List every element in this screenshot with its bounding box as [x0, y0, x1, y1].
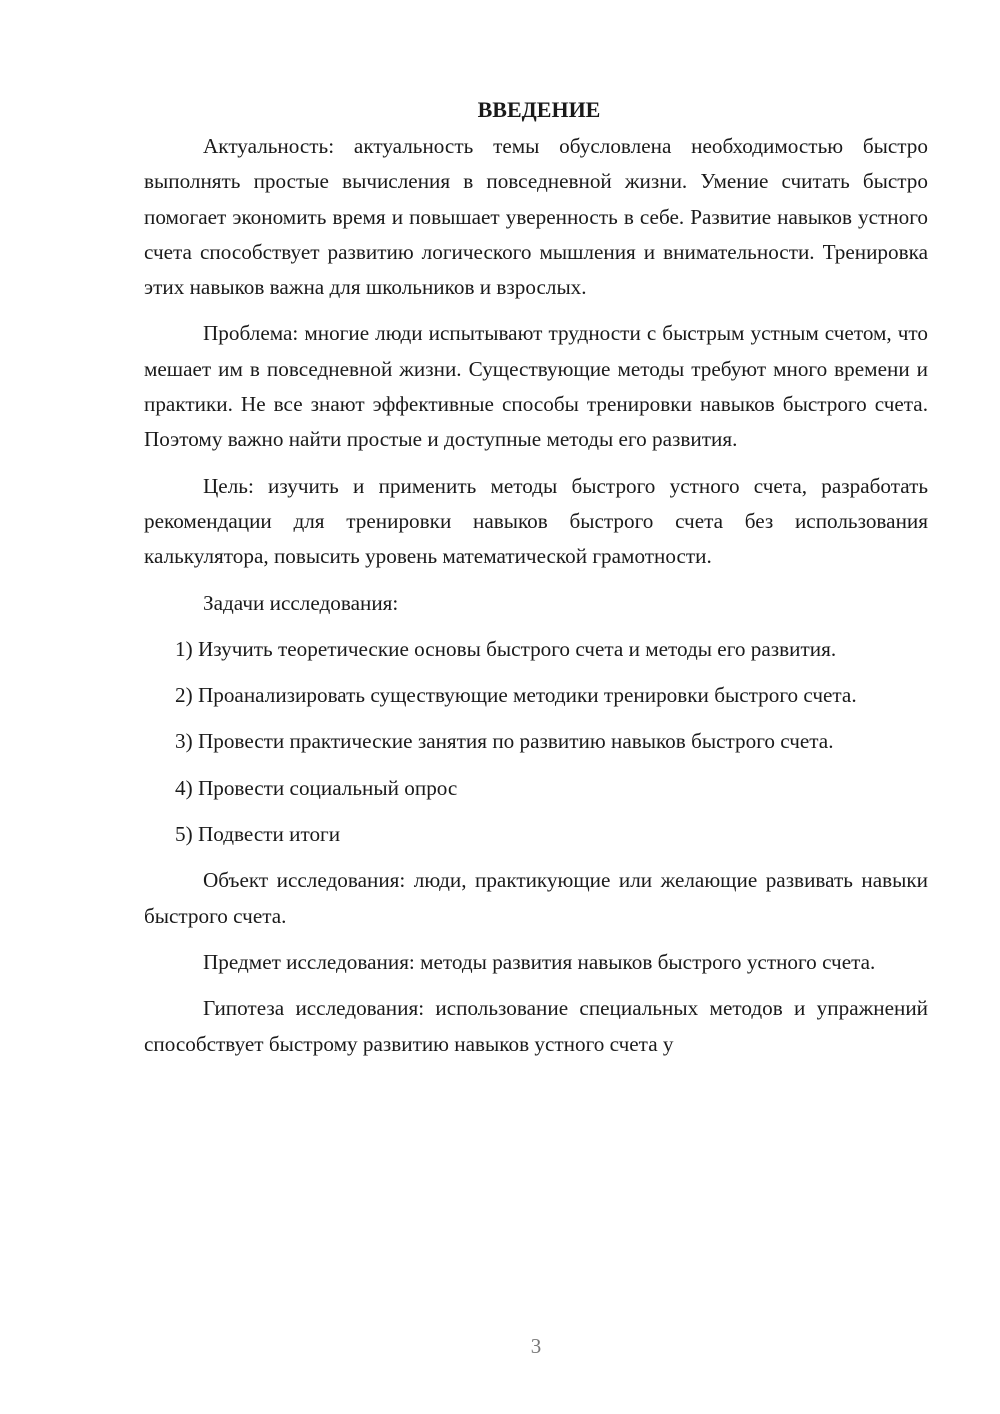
page-number: 3 — [530, 1334, 542, 1358]
document-page — [144, 95, 928, 1073]
paragraph-goal: Цель: изучить и применить методы быстрого устного счета, разработать рекомендации для тренировки навыков быстрого счета без использования калькулятора, повысить уровень математической грамотности. — [144, 473, 928, 569]
paragraph-subject: Предмет исследования: методы развития навыков быстрого устного счета. — [203, 949, 876, 974]
paragraph-relevance: Актуальность: актуальность темы обусловлена необходимостью быстро выполнять простые вычисления в повседневной жизни. Умение считать быстро помогает экономить время и повышает уверенность в себе. Развитие навыков устного счета способствует развитию логического мышления и внимательности. Тренировка этих навыков важна для школьников и взрослых. — [144, 134, 928, 300]
paragraph-problem: Проблема: многие люди испытывают трудности с быстрым устным счетом, что мешает им в повседневной жизни. Существующие методы требуют много времени и практики. Не все знают эффективные способы тренировки навыков быстрого счета. Поэтому важно найти простые и доступные методы его развития. — [144, 321, 928, 452]
paragraph-tasks-heading: Задачи исследования: — [203, 590, 399, 615]
paragraph-object: Объект исследования: люди, практикующие или желающие развивать навыки быстрого счета. — [144, 868, 928, 928]
section-title: ВВЕДЕНИЕ — [477, 97, 601, 122]
task-item-4: 4) Провести социальный опрос — [175, 775, 458, 800]
task-item-1: 1) Изучить теоретические основы быстрого счета и методы его развития. — [175, 636, 837, 661]
task-item-2: 2) Проанализировать существующие методики тренировки быстрого счета. — [175, 683, 857, 708]
task-item-3: 3) Провести практические занятия по развитию навыков быстрого счета. — [175, 729, 834, 754]
task-item-5: 5) Подвести итоги — [175, 822, 341, 847]
paragraph-hypothesis: Гипотеза исследования: использование специальных методов и упражнений способствует быстрому развитию навыков устного счета у — [144, 996, 928, 1056]
